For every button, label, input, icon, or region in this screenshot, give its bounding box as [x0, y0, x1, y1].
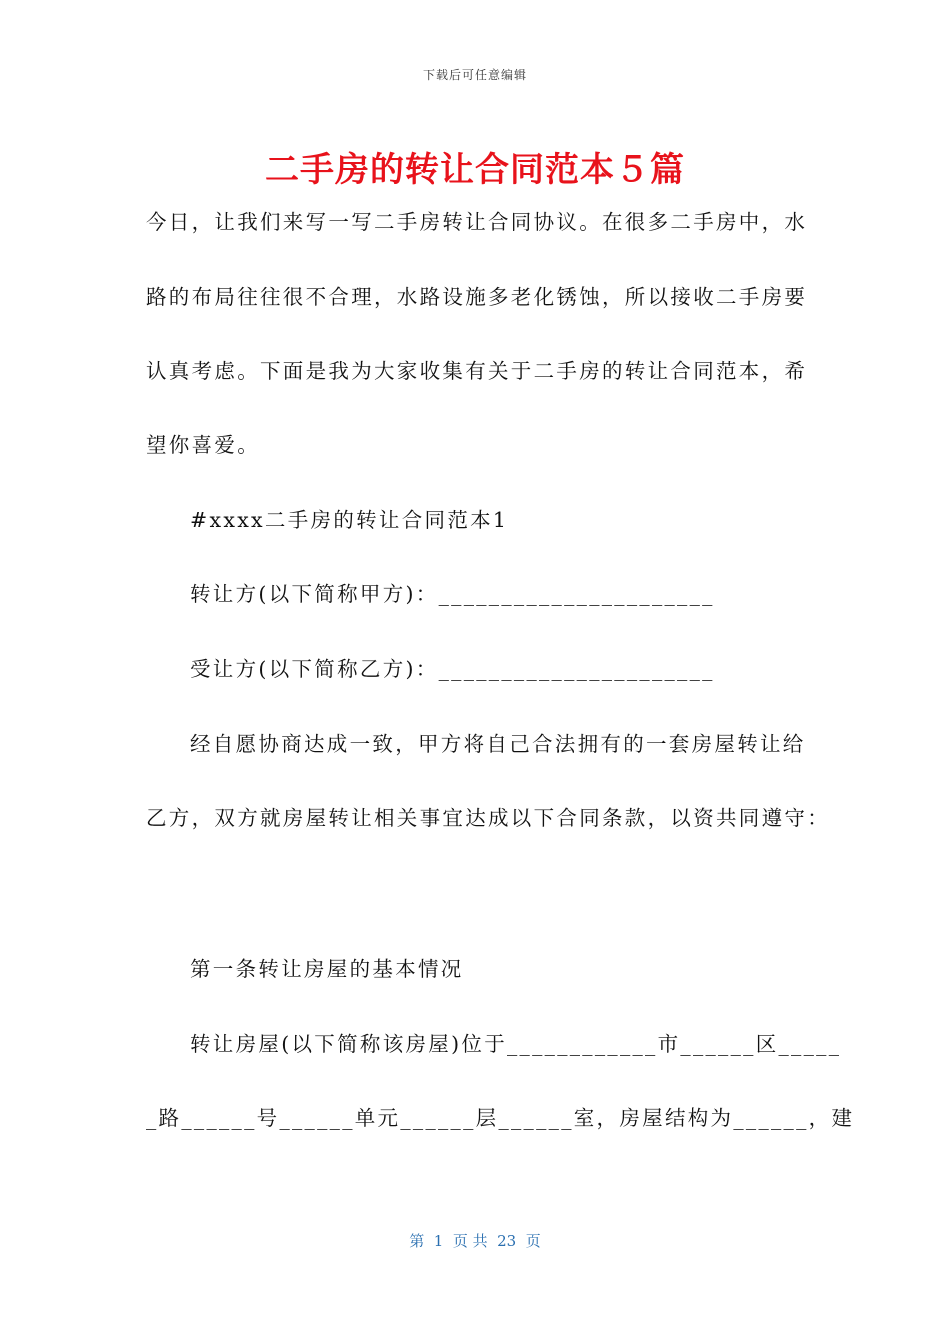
body-line: 乙方，双方就房屋转让相关事宜达成以下合同条款，以资共同遵守： — [146, 806, 830, 830]
body-line: 认真考虑。下面是我为大家收集有关于二手房的转让合同范本，希 — [146, 359, 808, 383]
transferee-field: 受让方(以下简称乙方)：______________________ — [190, 657, 715, 681]
page-footer: 第 1 页 共 23 页 — [409, 1232, 541, 1250]
body-line: 转让房屋(以下简称该房屋)位于____________市______区_____ — [190, 1032, 842, 1056]
body-line: 望你喜爱。 — [146, 433, 260, 457]
transferor-field: 转让方(以下简称甲方)：______________________ — [190, 582, 715, 606]
body-line: _路______号______单元______层______室，房屋结构为______，建 — [146, 1106, 855, 1130]
article-heading: 第一条转让房屋的基本情况 — [190, 957, 464, 981]
document-title: 二手房的转让合同范本５篇 — [265, 150, 685, 190]
body-line: 路的布局往往很不合理，水路设施多老化锈蚀，所以接收二手房要 — [146, 285, 808, 309]
section-heading: #xxxx二手房的转让合同范本1 — [190, 508, 509, 532]
header-note: 下载后可任意编辑 — [422, 68, 527, 82]
body-line: 今日，让我们来写一写二手房转让合同协议。在很多二手房中，水 — [146, 210, 808, 234]
body-line: 经自愿协商达成一致，甲方将自己合法拥有的一套房屋转让给 — [190, 732, 806, 756]
